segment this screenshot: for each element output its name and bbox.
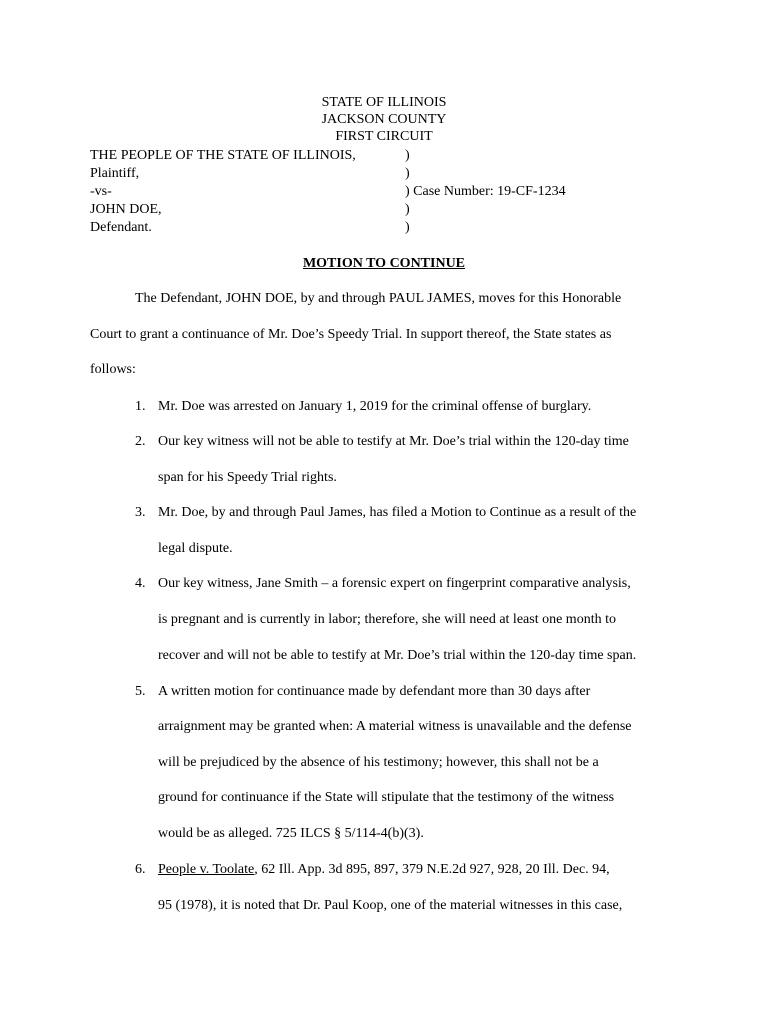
list-item-number: 1.	[135, 399, 146, 414]
caption-left-line: -vs-	[90, 184, 112, 199]
caption-left-line: Defendant.	[90, 220, 152, 235]
caption-right-line: )	[405, 166, 410, 181]
list-item-line: Our key witness will not be able to testify at Mr. Doe’s trial within the 120-day time	[158, 434, 629, 449]
list-item-number: 3.	[135, 505, 146, 520]
list-item-line: 95 (1978), it is noted that Dr. Paul Koop, one of the material witnesses in this case,	[158, 898, 623, 913]
list-item-line: is pregnant and is currently in labor; therefore, she will need at least one month to	[158, 612, 616, 627]
case-citation-name: People v. Toolate	[158, 862, 255, 877]
caption-right-line: )	[405, 220, 410, 235]
list-item-line: Mr. Doe, by and through Paul James, has filed a Motion to Continue as a result of the	[158, 505, 637, 520]
list-item-line: span for his Speedy Trial rights.	[158, 470, 337, 485]
list-item-line: will be prejudiced by the absence of his testimony; however, this shall not be a	[158, 755, 599, 770]
list-item-line: Our key witness, Jane Smith – a forensic expert on fingerprint comparative analysis,	[158, 576, 631, 591]
list-item-line: ground for continuance if the State will stipulate that the testimony of the witness	[158, 790, 615, 805]
list-item-line	[158, 861, 610, 878]
list-item-number: 4.	[135, 576, 146, 591]
list-item-line: legal dispute.	[158, 541, 233, 556]
caption-right-line: )	[405, 202, 410, 217]
court-circuit: FIRST CIRCUIT	[335, 129, 433, 144]
list-item-number: 5.	[135, 684, 146, 699]
intro-line: Court to grant a continuance of Mr. Doe’s Speedy Trial. In support thereof, the State states as	[90, 327, 612, 342]
list-item-line: A written motion for continuance made by defendant more than 30 days after	[158, 684, 591, 699]
court-county: JACKSON COUNTY	[321, 112, 447, 127]
list-item-number: 2.	[135, 434, 146, 449]
intro-line: follows:	[90, 362, 136, 377]
case-number: ) Case Number: 19-CF-1234	[405, 184, 566, 199]
caption-right-line: )	[405, 148, 410, 163]
list-item-line: recover and will not be able to testify at Mr. Doe’s trial within the 120-day time span.	[158, 648, 637, 663]
caption-left-line: Plaintiff,	[90, 166, 140, 181]
intro-line: The Defendant, JOHN DOE, by and through PAUL JAMES, moves for this Honorable	[135, 291, 622, 306]
list-item-line: Mr. Doe was arrested on January 1, 2019 for the criminal offense of burglary.	[158, 399, 592, 414]
list-item-line: arraignment may be granted when: A material witness is unavailable and the defense	[158, 719, 632, 734]
caption-left-line: JOHN DOE,	[90, 202, 162, 217]
case-citation-text: , 62 Ill. App. 3d 895, 897, 379 N.E.2d 927, 928, 20 Ill. Dec. 94,	[254, 862, 610, 877]
court-state: STATE OF ILLINOIS	[321, 95, 447, 110]
caption-left-line: THE PEOPLE OF THE STATE OF ILLINOIS,	[90, 148, 356, 163]
motion-title: MOTION TO CONTINUE	[302, 256, 466, 271]
list-item-number: 6.	[135, 862, 146, 877]
list-item-line: would be as alleged. 725 ILCS § 5/114-4(b)(3).	[158, 826, 424, 841]
